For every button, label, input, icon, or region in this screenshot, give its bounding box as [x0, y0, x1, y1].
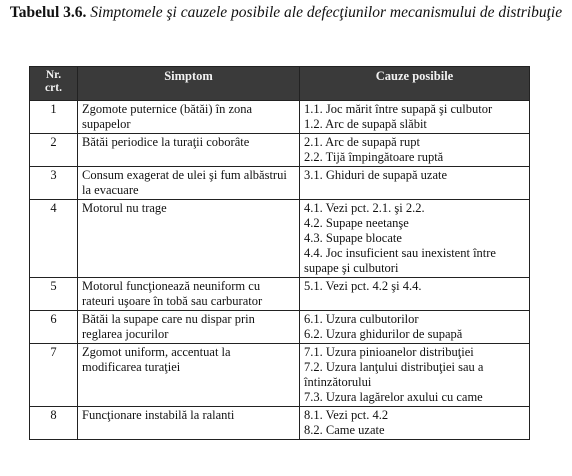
cause-line: 2.1. Arc de supapă rupt [304, 135, 420, 149]
header-causes: Cauze posibile [300, 67, 530, 101]
cause-line: 3.1. Ghiduri de supapă uzate [304, 168, 448, 182]
cause-line: 8.2. Came uzate [304, 423, 385, 437]
row-causes [300, 407, 530, 440]
header-symptom: Simptom [78, 67, 300, 101]
table-caption [0, 3, 572, 22]
row-causes [300, 101, 530, 134]
row-symptom: Zgomot uniform, accentuat la modificarea turaţiei [78, 344, 300, 407]
row-causes [300, 134, 530, 167]
cause-line: 8.1. Vezi pct. 4.2 [304, 408, 389, 422]
row-symptom: Motorul funcţionează neuniform cu rateuri uşoare în tobă sau carburator [78, 278, 300, 311]
row-causes [300, 344, 530, 407]
table-row [30, 134, 530, 167]
row-number: 4 [30, 200, 78, 278]
table-row [30, 278, 530, 311]
cause-line: 1.2. Arc de supapă slăbit [304, 117, 427, 131]
table-header-row [30, 67, 530, 101]
row-number: 6 [30, 311, 78, 344]
row-symptom: Zgomote puternice (bătăi) în zona supapelor [78, 101, 300, 134]
row-number: 3 [30, 167, 78, 200]
header-nr [30, 67, 78, 101]
cause-line: 4.2. Supape neetanşe [304, 216, 409, 230]
row-symptom: Bătăi la supape care nu dispar prin reglarea jocurilor [78, 311, 300, 344]
cause-line: 4.3. Supape blocate [304, 231, 402, 245]
row-number: 7 [30, 344, 78, 407]
table-body [30, 101, 530, 440]
row-number: 5 [30, 278, 78, 311]
row-causes [300, 167, 530, 200]
row-symptom: Bătăi periodice la turaţii coborâte [78, 134, 300, 167]
row-symptom: Motorul nu trage [78, 200, 300, 278]
row-symptom: Funcţionare instabilă la ralanti [78, 407, 300, 440]
table-row [30, 101, 530, 134]
table-row [30, 311, 530, 344]
cause-line: 2.2. Tijă împingătoare ruptă [304, 150, 444, 164]
cause-line: 7.3. Uzura lagărelor axului cu came [304, 390, 483, 404]
cause-line: 4.1. Vezi pct. 2.1. şi 2.2. [304, 201, 425, 215]
header-nr-line2: crt. [45, 82, 62, 94]
row-symptom: Consum exagerat de ulei şi fum albăstrui la evacuare [78, 167, 300, 200]
cause-line: supape şi culbutori [304, 261, 399, 275]
cause-line: 7.2. Uzura lanţului distribuţiei sau a [304, 360, 484, 374]
table-row [30, 344, 530, 407]
cause-line: 6.2. Uzura ghidurilor de supapă [304, 327, 463, 341]
cause-line: 6.1. Uzura culbutorilor [304, 312, 419, 326]
table-row [30, 167, 530, 200]
cause-line: 4.4. Joc insuficient sau inexistent între [304, 246, 496, 260]
cause-line: 7.1. Uzura pinioanelor distribuţiei [304, 345, 474, 359]
row-causes [300, 311, 530, 344]
table-caption-label: Tabelul 3.6. [9, 4, 87, 21]
cause-line: 1.1. Joc mărit între supapă şi culbutor [304, 102, 493, 116]
cause-line: întinzătorului [304, 375, 372, 389]
header-nr-line1: Nr. [45, 69, 62, 81]
row-causes [300, 278, 530, 311]
table-row [30, 407, 530, 440]
cause-line: 5.1. Vezi pct. 4.2 şi 4.4. [304, 279, 422, 293]
table-row [30, 200, 530, 278]
row-number: 8 [30, 407, 78, 440]
symptoms-causes-table [29, 66, 530, 440]
row-causes [300, 200, 530, 278]
row-number: 2 [30, 134, 78, 167]
row-number: 1 [30, 101, 78, 134]
table-caption-text: Simptomele şi cauzele posibile ale defecţiunilor mecanismului de distribuţie [90, 4, 563, 21]
